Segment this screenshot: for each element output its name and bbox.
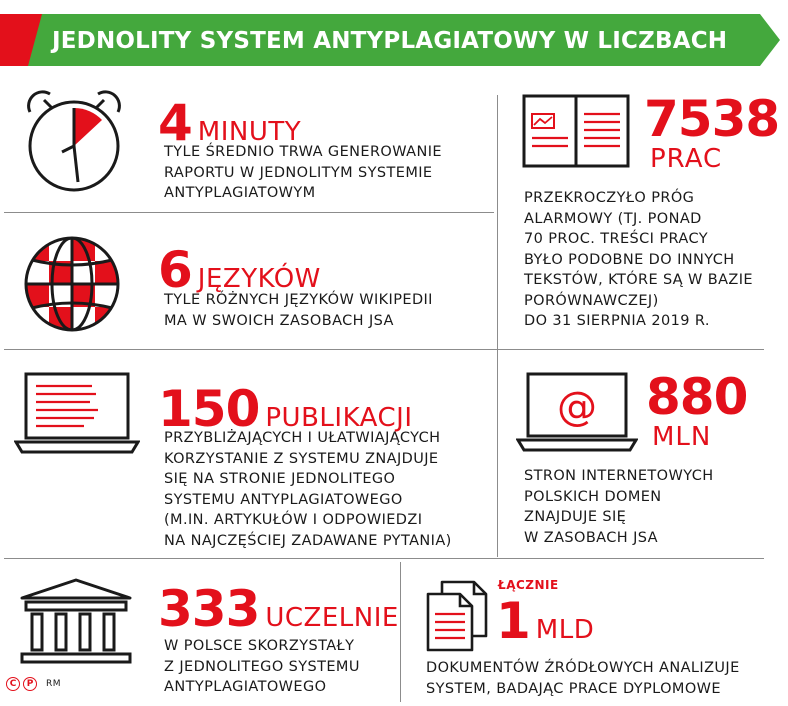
- desc-line: 70 PROC. TREŚCI PRACY: [524, 231, 708, 247]
- desc-line: DOKUMENTÓW ŹRÓDŁOWYCH ANALIZUJE: [426, 660, 740, 676]
- divider: [400, 562, 401, 702]
- svg-text:@: @: [557, 384, 597, 430]
- universities-value: [158, 580, 399, 638]
- stat-number: 150: [158, 380, 260, 438]
- desc-line: (M.IN. ARTYKUŁÓW I ODPOWIEDZI: [164, 512, 423, 528]
- desc-line: PORÓWNAWCZEJ): [524, 292, 659, 309]
- pages-description: [524, 466, 714, 548]
- languages-value: [158, 241, 321, 299]
- desc-line: POLSKICH DOMEN: [524, 488, 662, 505]
- university-building-icon: [16, 576, 136, 666]
- pages-value: [646, 368, 748, 452]
- stat-number: 6: [158, 241, 192, 299]
- desc-line: SIĘ NA STRONIE JEDNOLITEGO: [164, 471, 396, 487]
- desc-line: SYSTEM, BADAJĄC PRACE DYPLOMOWE: [426, 680, 721, 697]
- desc-line: TEKSTÓW, KTÓRE SĄ W BAZIE: [524, 272, 753, 288]
- universities-description: [164, 636, 360, 698]
- desc-line: PRZYBLIŻAJĄCYCH I UŁATWIAJĄCYCH: [164, 430, 441, 446]
- stat-unit: MINUTY: [197, 117, 302, 147]
- stat-unit: UCZELNIE: [265, 603, 399, 633]
- stat-number: 7538: [644, 90, 780, 148]
- desc-line: PRZEKROCZYŁO PRÓG: [524, 190, 695, 206]
- desc-line: ZNAJDUJE SIĘ: [524, 509, 627, 525]
- divider: [4, 349, 764, 350]
- documents-icon: [424, 580, 490, 652]
- desc-line: BYŁO PODOBNE DO INNYCH: [524, 251, 735, 268]
- open-book-icon: [520, 92, 632, 172]
- stopwatch-icon: [14, 86, 132, 198]
- stat-unit: PRAC: [650, 144, 723, 174]
- publications-value: [158, 380, 413, 438]
- page-title: JEDNOLITY SYSTEM ANTYPLAGIATOWY W LICZBACH: [52, 28, 728, 54]
- laptop-at-icon: [516, 370, 638, 454]
- stat-unit: PUBLIKACJI: [265, 403, 413, 433]
- stat-number: 1: [496, 592, 530, 650]
- divider: [4, 212, 494, 213]
- divider: [4, 558, 764, 559]
- title-banner: [0, 14, 780, 66]
- desc-line: ALARMOWY (TJ. PONAD: [524, 210, 702, 227]
- stat-unit: JĘZYKÓW: [197, 264, 321, 294]
- desc-line: MA W SWOICH ZASOBACH JSA: [164, 312, 394, 329]
- stat-number: 333: [158, 580, 260, 638]
- desc-line: KORZYSTANIE Z SYSTEMU ZNAJDUJE: [164, 450, 439, 467]
- desc-line: TYLE RÓŻNYCH JĘZYKÓW WIKIPEDII: [164, 292, 433, 308]
- minutes-description: [164, 142, 442, 204]
- copyright-logo: [6, 677, 61, 691]
- author-initials: RM: [46, 679, 62, 689]
- desc-line: DO 31 SIERPNIA 2019 R.: [524, 313, 710, 329]
- publications-description: [164, 428, 452, 551]
- works-description: [524, 188, 753, 332]
- documents-value: [496, 592, 595, 650]
- copyright-icon: C: [6, 677, 20, 691]
- globe-icon: [20, 232, 124, 336]
- desc-line: SYSTEMU ANTYPLAGIATOWEGO: [164, 491, 403, 508]
- desc-line: TYLE ŚREDNIO TRWA GENEROWANIE: [164, 144, 442, 160]
- desc-line: RAPORTU W JEDNOLITYM SYSTEMIE: [164, 164, 433, 181]
- desc-line: W ZASOBACH JSA: [524, 529, 658, 546]
- desc-line: NA NAJCZĘŚCIEJ ZADAWANE PYTANIA): [164, 532, 452, 549]
- works-value: [644, 90, 780, 174]
- stat-unit: MLN: [652, 422, 712, 452]
- documents-prefix: ŁĄCZNIE: [498, 578, 559, 592]
- laptop-text-icon: [14, 370, 140, 456]
- stat-unit: MLD: [535, 615, 595, 645]
- stat-number: 880: [646, 368, 748, 426]
- documents-description: [426, 658, 740, 699]
- desc-line: ANTYPLAGIATOWEGO: [164, 679, 327, 695]
- desc-line: W POLSCE SKORZYSTAŁY: [164, 638, 355, 654]
- minutes-value: [158, 94, 302, 152]
- desc-line: ANTYPLAGIATOWYM: [164, 185, 316, 201]
- p-mark-icon: P: [23, 677, 37, 691]
- languages-description: [164, 290, 433, 331]
- desc-line: STRON INTERNETOWYCH: [524, 468, 714, 484]
- desc-line: Z JEDNOLITEGO SYSTEMU: [164, 658, 360, 675]
- stat-number: 4: [158, 94, 192, 152]
- divider: [497, 95, 498, 557]
